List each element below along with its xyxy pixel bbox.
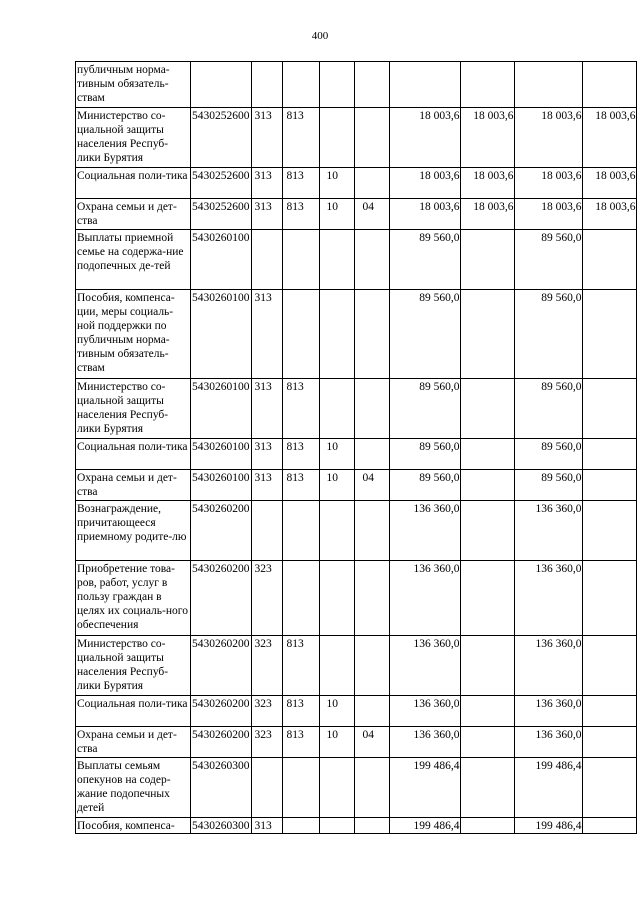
cell-amount-3: 18 003,6	[514, 168, 582, 199]
cell-amount-1: 199 486,4	[389, 758, 460, 818]
cell-amount-2	[460, 758, 514, 818]
cell-target-code: 5430260200	[191, 501, 252, 561]
table-row	[76, 168, 637, 199]
cell-amount-4	[582, 636, 636, 696]
cell-section: 10	[319, 199, 354, 230]
cell-department	[282, 818, 319, 834]
cell-amount-4	[582, 379, 636, 439]
cell-department: 813	[282, 108, 319, 168]
cell-section: 10	[319, 696, 354, 727]
cell-amount-1: 18 003,6	[389, 108, 460, 168]
cell-department	[282, 561, 319, 636]
cell-section	[319, 561, 354, 636]
table-row	[76, 62, 637, 108]
cell-name: Социальная поли-тика	[76, 696, 191, 727]
cell-amount-1: 89 560,0	[389, 290, 460, 379]
cell-amount-4: 18 003,6	[582, 108, 636, 168]
table-row	[76, 439, 637, 470]
cell-section	[319, 501, 354, 561]
cell-section: 10	[319, 727, 354, 758]
cell-name: Пособия, компенса-ции, меры социаль-ной поддержки по публичным норма-тивным обязатель-ствам	[76, 290, 191, 379]
cell-subsection	[354, 379, 389, 439]
table-row	[76, 636, 637, 696]
cell-section	[319, 108, 354, 168]
budget-table	[75, 61, 637, 834]
cell-amount-3: 199 486,4	[514, 818, 582, 834]
cell-amount-1: 89 560,0	[389, 439, 460, 470]
cell-target-code: 5430260300	[191, 758, 252, 818]
table-row	[76, 290, 637, 379]
cell-expense-type: 313	[251, 470, 282, 501]
cell-department: 813	[282, 636, 319, 696]
cell-department: 813	[282, 439, 319, 470]
cell-amount-3: 136 360,0	[514, 501, 582, 561]
cell-target-code	[191, 62, 252, 108]
cell-target-code: 5430260100	[191, 379, 252, 439]
cell-amount-3	[514, 62, 582, 108]
cell-target-code: 5430260200	[191, 561, 252, 636]
cell-amount-1: 136 360,0	[389, 561, 460, 636]
cell-amount-4	[582, 727, 636, 758]
cell-name: Охрана семьи и дет-ства	[76, 470, 191, 501]
table-row	[76, 108, 637, 168]
cell-expense-type: 323	[251, 727, 282, 758]
cell-department: 813	[282, 696, 319, 727]
cell-expense-type: 313	[251, 439, 282, 470]
cell-amount-1: 18 003,6	[389, 168, 460, 199]
cell-subsection	[354, 168, 389, 199]
cell-amount-3: 136 360,0	[514, 727, 582, 758]
cell-department: 813	[282, 379, 319, 439]
cell-target-code: 5430260100	[191, 230, 252, 290]
table-row	[76, 470, 637, 501]
cell-amount-3: 18 003,6	[514, 108, 582, 168]
table-row	[76, 230, 637, 290]
cell-amount-1: 199 486,4	[389, 818, 460, 834]
cell-department: 813	[282, 168, 319, 199]
cell-section	[319, 818, 354, 834]
cell-expense-type: 313	[251, 168, 282, 199]
cell-amount-2	[460, 501, 514, 561]
cell-subsection	[354, 290, 389, 379]
cell-expense-type	[251, 62, 282, 108]
cell-department	[282, 62, 319, 108]
cell-amount-3: 18 003,6	[514, 199, 582, 230]
cell-expense-type: 313	[251, 199, 282, 230]
cell-name: Выплаты семьям опекунов на содер-жание подопечных детей	[76, 758, 191, 818]
cell-name: Приобретение това-ров, работ, услуг в пользу граждан в целях их социаль-ного обеспечения	[76, 561, 191, 636]
cell-subsection: 04	[354, 727, 389, 758]
cell-subsection	[354, 818, 389, 834]
cell-amount-3: 89 560,0	[514, 290, 582, 379]
cell-amount-3: 136 360,0	[514, 696, 582, 727]
cell-section	[319, 230, 354, 290]
cell-amount-2	[460, 62, 514, 108]
cell-section	[319, 62, 354, 108]
cell-section	[319, 379, 354, 439]
cell-name: публичным норма-тивным обязатель-ствам	[76, 62, 191, 108]
table-row	[76, 379, 637, 439]
cell-amount-4	[582, 62, 636, 108]
cell-section: 10	[319, 168, 354, 199]
cell-amount-1: 136 360,0	[389, 696, 460, 727]
cell-amount-3: 136 360,0	[514, 561, 582, 636]
table-row	[76, 696, 637, 727]
cell-amount-3: 89 560,0	[514, 379, 582, 439]
cell-name: Министерство со-циальной защиты населения Респуб-лики Бурятия	[76, 379, 191, 439]
cell-amount-3: 89 560,0	[514, 230, 582, 290]
table-row	[76, 727, 637, 758]
cell-expense-type: 313	[251, 379, 282, 439]
cell-amount-1: 136 360,0	[389, 636, 460, 696]
cell-subsection	[354, 696, 389, 727]
cell-subsection	[354, 439, 389, 470]
cell-amount-2: 18 003,6	[460, 168, 514, 199]
cell-target-code: 5430260200	[191, 696, 252, 727]
cell-amount-4: 18 003,6	[582, 199, 636, 230]
cell-amount-4	[582, 561, 636, 636]
cell-subsection	[354, 501, 389, 561]
cell-department	[282, 230, 319, 290]
cell-subsection	[354, 758, 389, 818]
cell-amount-3: 89 560,0	[514, 470, 582, 501]
cell-amount-1: 136 360,0	[389, 727, 460, 758]
cell-section	[319, 758, 354, 818]
cell-expense-type: 313	[251, 108, 282, 168]
cell-amount-3: 136 360,0	[514, 636, 582, 696]
cell-name: Социальная поли-тика	[76, 168, 191, 199]
cell-name: Выплаты приемной семье на содержа-ние подопечных де-тей	[76, 230, 191, 290]
cell-amount-1	[389, 62, 460, 108]
cell-subsection: 04	[354, 199, 389, 230]
cell-amount-4	[582, 696, 636, 727]
cell-target-code: 5430260300	[191, 818, 252, 834]
cell-target-code: 5430252600	[191, 168, 252, 199]
cell-expense-type: 313	[251, 290, 282, 379]
cell-expense-type: 323	[251, 696, 282, 727]
table-row	[76, 758, 637, 818]
cell-amount-2	[460, 727, 514, 758]
cell-subsection	[354, 230, 389, 290]
cell-department	[282, 501, 319, 561]
cell-amount-4	[582, 818, 636, 834]
cell-department: 813	[282, 470, 319, 501]
cell-amount-4	[582, 501, 636, 561]
cell-target-code: 5430252600	[191, 108, 252, 168]
table-row	[76, 199, 637, 230]
cell-expense-type: 313	[251, 818, 282, 834]
cell-department	[282, 758, 319, 818]
cell-name: Министерство со-циальной защиты населения Респуб-лики Бурятия	[76, 108, 191, 168]
cell-section: 10	[319, 470, 354, 501]
cell-target-code: 5430260200	[191, 727, 252, 758]
cell-amount-4	[582, 230, 636, 290]
cell-subsection	[354, 62, 389, 108]
cell-amount-2	[460, 561, 514, 636]
cell-amount-4	[582, 470, 636, 501]
cell-amount-2	[460, 696, 514, 727]
cell-amount-2	[460, 290, 514, 379]
cell-expense-type: 323	[251, 636, 282, 696]
cell-subsection	[354, 561, 389, 636]
cell-target-code: 5430252600	[191, 199, 252, 230]
cell-subsection: 04	[354, 470, 389, 501]
cell-amount-2: 18 003,6	[460, 199, 514, 230]
cell-expense-type	[251, 230, 282, 290]
cell-section: 10	[319, 439, 354, 470]
cell-expense-type: 323	[251, 561, 282, 636]
cell-target-code: 5430260100	[191, 290, 252, 379]
cell-department: 813	[282, 199, 319, 230]
cell-amount-1: 89 560,0	[389, 470, 460, 501]
cell-amount-2	[460, 379, 514, 439]
table-row	[76, 561, 637, 636]
cell-target-code: 5430260100	[191, 439, 252, 470]
page-number: 400	[311, 30, 329, 42]
cell-section	[319, 290, 354, 379]
table-row	[76, 818, 637, 834]
cell-amount-1: 89 560,0	[389, 230, 460, 290]
cell-amount-4: 18 003,6	[582, 168, 636, 199]
cell-amount-1: 89 560,0	[389, 379, 460, 439]
cell-department	[282, 290, 319, 379]
cell-expense-type	[251, 758, 282, 818]
cell-target-code: 5430260200	[191, 636, 252, 696]
cell-amount-2: 18 003,6	[460, 108, 514, 168]
cell-amount-2	[460, 818, 514, 834]
cell-amount-4	[582, 758, 636, 818]
cell-section	[319, 636, 354, 696]
cell-amount-2	[460, 230, 514, 290]
cell-name: Вознаграждение, причитающееся приемному родите-лю	[76, 501, 191, 561]
cell-expense-type	[251, 501, 282, 561]
cell-amount-3: 89 560,0	[514, 439, 582, 470]
cell-department: 813	[282, 727, 319, 758]
cell-amount-2	[460, 470, 514, 501]
cell-amount-4	[582, 290, 636, 379]
cell-name: Министерство со-циальной защиты населения Респуб-лики Бурятия	[76, 636, 191, 696]
cell-subsection	[354, 108, 389, 168]
cell-amount-2	[460, 439, 514, 470]
cell-amount-1: 18 003,6	[389, 199, 460, 230]
cell-amount-2	[460, 636, 514, 696]
cell-amount-4	[582, 439, 636, 470]
cell-amount-3: 199 486,4	[514, 758, 582, 818]
cell-name: Пособия, компенса-	[76, 818, 191, 834]
cell-subsection	[354, 636, 389, 696]
table-row	[76, 501, 637, 561]
cell-amount-1: 136 360,0	[389, 501, 460, 561]
cell-name: Охрана семьи и дет-ства	[76, 199, 191, 230]
cell-name: Охрана семьи и дет-ства	[76, 727, 191, 758]
cell-target-code: 5430260100	[191, 470, 252, 501]
cell-name: Социальная поли-тика	[76, 439, 191, 470]
